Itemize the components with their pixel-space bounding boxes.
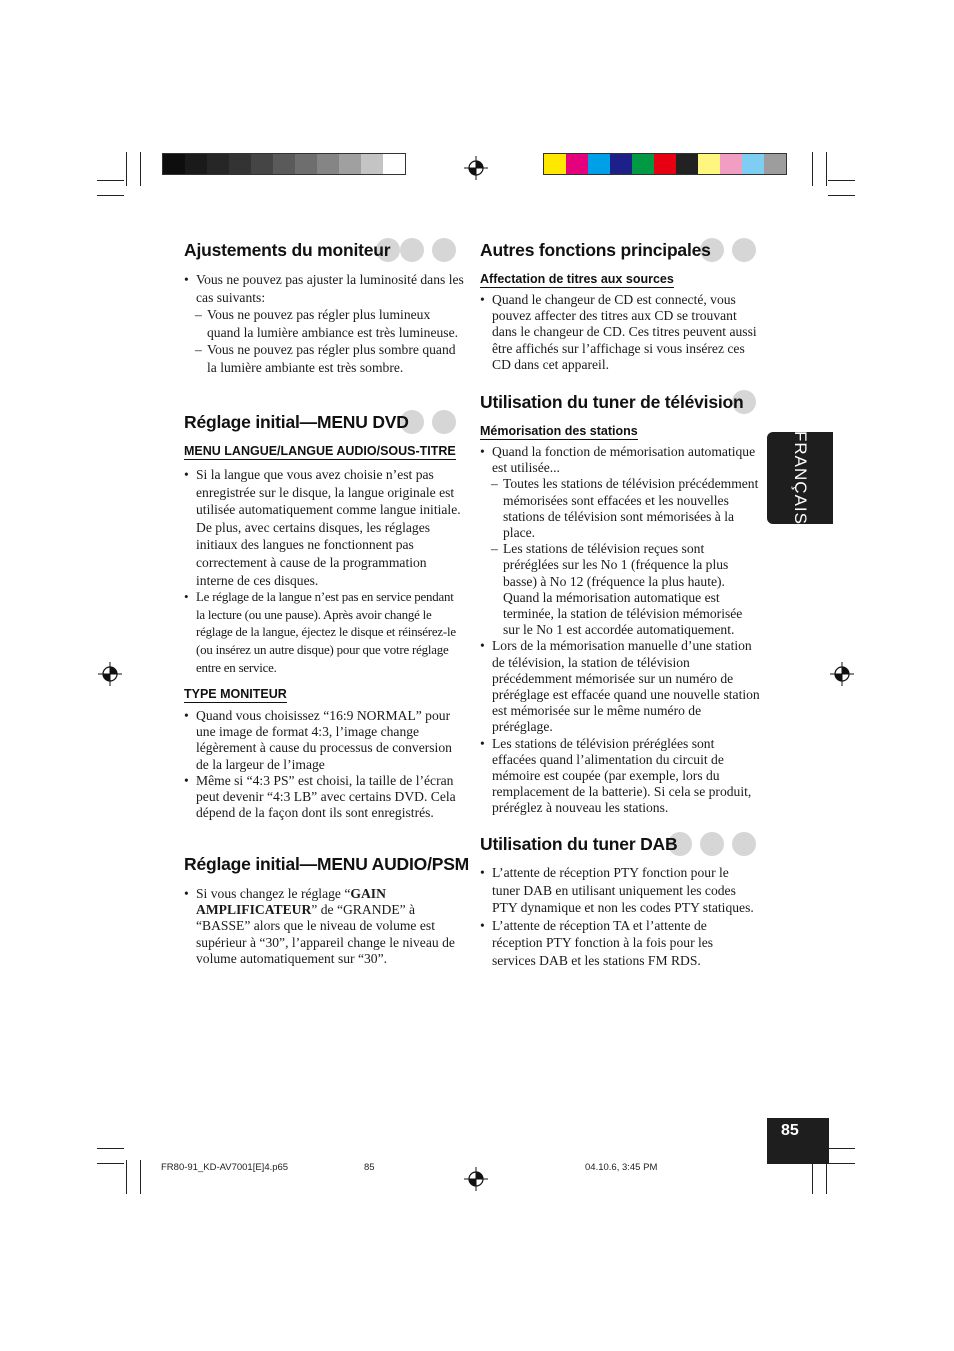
color-swatch (185, 154, 207, 174)
footer-date: 04.10.6, 3:45 PM (585, 1162, 658, 1173)
color-swatch (588, 154, 610, 174)
color-swatch (207, 154, 229, 174)
dash-item: – Toutes les stations de télévision précédemment mémorisées sont effacées et les nouvelles stations de télévision sont mémorisées à la place. (480, 476, 762, 541)
section-body-type-moniteur (184, 708, 464, 821)
heading-tuner-dab (480, 832, 760, 860)
color-swatch (383, 154, 405, 174)
heading-menu-dvd (184, 410, 464, 438)
heading-menu-audio-psm (184, 852, 470, 880)
bullet-item: • Même si “4:3 PS” est choisi, la taille de l’écran peut devenir “4:3 LB” avec certains DVD. Cela dépend de la façon dont ils sont enregistrés. (184, 773, 464, 822)
page-number-box (767, 1118, 829, 1164)
subheading-memorisation-stations: Mémorisation des stations (480, 424, 638, 438)
dash-item: – Les stations de télévision reçues sont préréglées sur les No 1 (fréquence la plus basse) à No 12 (fréquence la plus haute). Quand la mémorisation automatique est terminée, la station de télévision mémorisée sur le No 1 est accordée automatiquement. (480, 541, 762, 638)
footer-page: 85 (364, 1162, 375, 1173)
language-side-tab (767, 432, 833, 524)
heading-autres-fonctions (480, 238, 760, 266)
process-color-bar (543, 153, 787, 175)
section-title: Ajustements du moniteur (184, 240, 391, 260)
color-swatch (339, 154, 361, 174)
bullet-item: • L’attente de réception PTY fonction pour le tuner DAB en utilisant uniquement les codes PTY dynamique et non les codes PTY statiques. (480, 864, 760, 917)
section-title: Réglage initial—MENU DVD (184, 412, 409, 432)
heading-tuner-television (480, 390, 760, 418)
registration-mark-left-icon (98, 662, 122, 686)
language-label: FRANÇAIS (791, 431, 810, 525)
page-number: 85 (781, 1122, 799, 1139)
registration-mark-right-icon (830, 662, 854, 686)
subheading-type-moniteur: TYPE MONITEUR (184, 687, 287, 701)
section-body-audio-psm (184, 886, 464, 967)
bullet-item: • Quand la fonction de mémorisation automatique est utilisée... (480, 444, 762, 476)
bullet-item: • Vous ne pouvez pas ajuster la luminosité dans les cas suivants: (184, 271, 464, 306)
bullet-item: • Les stations de télévision préréglées sont effacées quand l’alimentation du circuit de mémoire est coupée (par exemple, lors du remplacement de la batterie). Si cela se produit, préréglez à nouveau les stations. (480, 736, 762, 817)
footer-filename: FR80-91_KD-AV7001[E]4.p65 (161, 1162, 289, 1173)
color-swatch (720, 154, 742, 174)
registration-mark-bottom-icon (464, 1167, 488, 1191)
section-body-memorisation (480, 444, 762, 817)
color-swatch (317, 154, 339, 174)
subheading-affectation-titres: Affectation de titres aux sources (480, 272, 674, 286)
color-swatch (544, 154, 566, 174)
section-title: Utilisation du tuner de télévision (480, 392, 744, 412)
bullet-item: • Quand le changeur de CD est connecté, vous pouvez affecter des titres aux CD se trouvant dans le changeur de CD. Ces titres peuvent aussi être affichés sur l’affichage si vous insérez ces CD dans cet appareil. (480, 292, 760, 373)
color-swatch (698, 154, 720, 174)
color-swatch (676, 154, 698, 174)
color-swatch (229, 154, 251, 174)
dash-item: – Vous ne pouvez pas régler plus sombre quand la lumière ambiante est très sombre. (184, 341, 464, 376)
color-swatch (163, 154, 185, 174)
bullet-item: • Si la langue que vous avez choisie n’est pas enregistrée sur le disque, la langue originale est utilisée automatiquement comme langue initiale. De plus, avec certains disques, les réglages initiaux des langues ne fonctionnent pas correctement à cause de la programmation interne de ces disques. (184, 466, 464, 589)
bullet-item: • Lors de la mémorisation manuelle d’une station de télévision, la station de télévision précédemment mémorisée sur un numéro de préréglage est effacée quand une nouvelle station est mémorisée sur le même numéro de préréglage. (480, 638, 762, 735)
bullet-item: • Le réglage de la langue n’est pas en service pendant la lecture (ou une pause). Après avoir changé le réglage de la langue, éjectez le disque et réinsérez-le (ou insérez un autre disque) pour que votre réglage entre en service. (184, 589, 464, 677)
color-swatch (632, 154, 654, 174)
color-swatch (610, 154, 632, 174)
bullet-item: • L’attente de réception TA et l’attente de réception PTY fonction à la fois pour les services DAB et les stations FM RDS. (480, 917, 760, 970)
color-swatch (251, 154, 273, 174)
registration-mark-top-icon (464, 156, 488, 180)
bullet-item: • Si vous changez le réglage “GAIN AMPLIFICATEUR” de “GRANDE” à “BASSE” alors que le niveau de volume est supérieur à “30”, l’appareil change le niveau de volume automatiquement sur “30”. (184, 886, 464, 967)
section-body-ajustements (184, 271, 464, 377)
color-swatch (654, 154, 676, 174)
dash-item: – Vous ne pouvez pas régler plus lumineux quand la lumière ambiance est très lumineuse. (184, 306, 464, 341)
grayscale-color-bar (162, 153, 406, 175)
section-title: Réglage initial—MENU AUDIO/PSM (184, 854, 470, 874)
color-swatch (295, 154, 317, 174)
color-swatch (742, 154, 764, 174)
subheading-menu-langue: MENU LANGUE/LANGUE AUDIO/SOUS-TITRE (184, 444, 456, 458)
section-title: Utilisation du tuner DAB (480, 834, 678, 854)
heading-ajustements-moniteur (184, 238, 464, 266)
section-body-menu-langue (184, 466, 464, 677)
section-body-tuner-dab (480, 864, 760, 970)
section-body-affectation (480, 292, 760, 373)
color-swatch (764, 154, 786, 174)
bullet-item: • Quand vous choisissez “16:9 NORMAL” pour une image de format 4:3, l’image change légèrement à cause du processus de conversion de la largeur de l’image (184, 708, 464, 773)
color-swatch (361, 154, 383, 174)
color-swatch (566, 154, 588, 174)
section-title: Autres fonctions principales (480, 240, 711, 260)
color-swatch (273, 154, 295, 174)
